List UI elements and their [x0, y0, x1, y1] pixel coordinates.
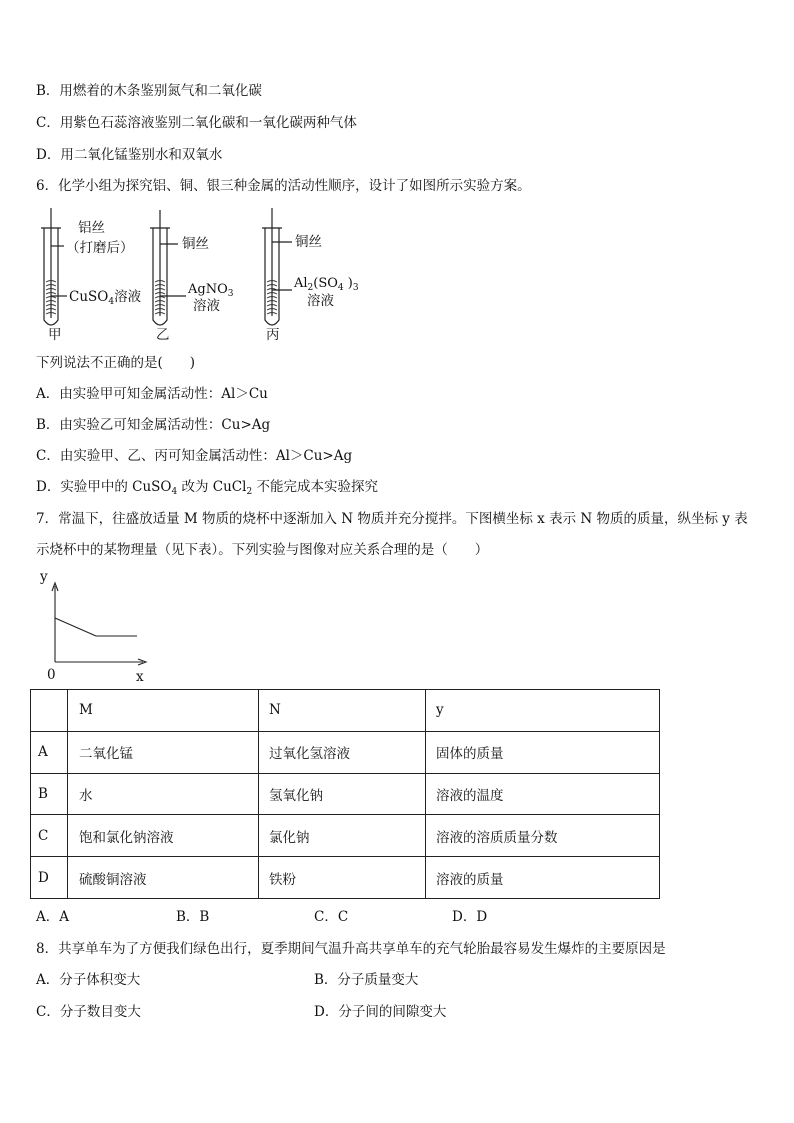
q7-choice-c: C．C: [314, 909, 349, 925]
q7-stem-line2: 示烧杯中的某物理量（见下表）。下列实验与图像对应关系合理的是（ ）: [36, 542, 489, 558]
q8-option-a: A．分子体积变大: [36, 972, 141, 988]
q5-option-d: D．用二氧化锰鉴别水和双氧水: [36, 147, 223, 163]
q6-stem: 6．化学小组为探究铝、铜、银三种金属的活动性顺序，设计了如图所示实验方案。: [36, 178, 531, 194]
table-cell: 饱和氯化钠溶液: [68, 815, 259, 857]
table-cell: 过氧化氢溶液: [259, 731, 426, 773]
tube3-solution-label: 溶液: [307, 293, 334, 309]
q7-stem-line1: 7．常温下，往盛放适量 M 物质的烧杯中逐渐加入 N 物质并充分搅拌。下图横坐标 x 表示 N 物质的质量，纵坐标 y 表: [36, 511, 748, 527]
table-header-cell: N: [259, 690, 426, 732]
tube3-solution-formula: $Al_2(SO_4$ )$_3$: [294, 276, 359, 293]
tube2-solution-label: 溶液: [193, 298, 220, 314]
table-header-cell: M: [68, 690, 259, 732]
tube1-name: 甲: [48, 327, 62, 343]
tube3-name: 丙: [266, 327, 280, 343]
tube1-wire-label: 铝丝: [78, 220, 105, 236]
table-cell: B: [31, 773, 68, 815]
tube1-solution-label: CuSO$_4$溶液: [69, 289, 142, 307]
q6-option-b: B．由实验乙可知金属活动性：Cu>Ag: [36, 417, 271, 433]
q8-stem: 8．共享单车为了方便我们绿色出行，夏季期间气温升高共享单车的充气轮胎最容易发生爆炸的主要原因是: [36, 941, 666, 957]
table-cell: 氯化钠: [259, 815, 426, 857]
table-header-cell: [31, 690, 68, 732]
tube3-wire-label: 铜丝: [295, 234, 322, 250]
q8-option-b: B．分子质量变大: [314, 972, 419, 988]
q8-option-d: D．分子间的间隙变大: [314, 1004, 447, 1020]
x-axis-arrow: [138, 659, 146, 665]
tube2-name: 乙: [156, 327, 170, 343]
table-cell: 溶液的溶质质量分数: [426, 815, 660, 857]
q6-option-d: D．实验甲中的 CuSO$_4$ 改为 CuCl$_2$ 不能完成本实验探究: [36, 479, 378, 497]
graph-curve: [55, 618, 137, 636]
tube2-solution-formula: AgNO$_3$: [188, 282, 234, 299]
table-row: [31, 815, 660, 857]
table-cell: 溶液的温度: [426, 773, 660, 815]
q7-choice-b: B．B: [176, 909, 210, 925]
q7-choice-d: D．D: [452, 909, 488, 925]
tube2-wire-label: 铜丝: [182, 236, 209, 252]
table-cell: 硫酸铜溶液: [68, 857, 259, 899]
table-header-cell: y: [426, 690, 660, 732]
table-row: [31, 857, 660, 899]
table-cell: 铁粉: [259, 857, 426, 899]
q5-option-c: C．用紫色石蕊溶液鉴别二氧化碳和一氧化碳两种气体: [36, 115, 357, 131]
table-cell: 溶液的质量: [426, 857, 660, 899]
graph-origin-label: 0: [47, 667, 56, 683]
graph-x-label: x: [136, 669, 144, 685]
q6-question: 下列说法不正确的是( ): [36, 355, 196, 371]
q8-option-c: C．分子数目变大: [36, 1004, 141, 1020]
graph-y-label: y: [40, 569, 48, 585]
table-cell: 水: [68, 773, 259, 815]
table-row: [31, 773, 660, 815]
q5-option-b: B．用燃着的木条鉴别氮气和二氧化碳: [36, 83, 262, 99]
table-header-row: [31, 690, 660, 732]
tube1-wire-note: （打磨后）: [66, 240, 134, 256]
q6-option-c: C．由实验甲、乙、丙可知金属活动性：Al＞Cu>Ag: [36, 448, 353, 464]
table-cell: 氢氧化钠: [259, 773, 426, 815]
table-cell: 二氧化锰: [68, 731, 259, 773]
q6-option-a: A．由实验甲可知金属活动性：Al＞Cu: [36, 386, 268, 402]
table-row: [31, 731, 660, 773]
y-axis-arrow: [52, 583, 58, 591]
q7-choice-a: A．A: [36, 909, 69, 925]
table-cell: C: [31, 815, 68, 857]
table-cell: A: [31, 731, 68, 773]
table-cell: 固体的质量: [426, 731, 660, 773]
table-cell: D: [31, 857, 68, 899]
q7-table: [30, 689, 660, 899]
